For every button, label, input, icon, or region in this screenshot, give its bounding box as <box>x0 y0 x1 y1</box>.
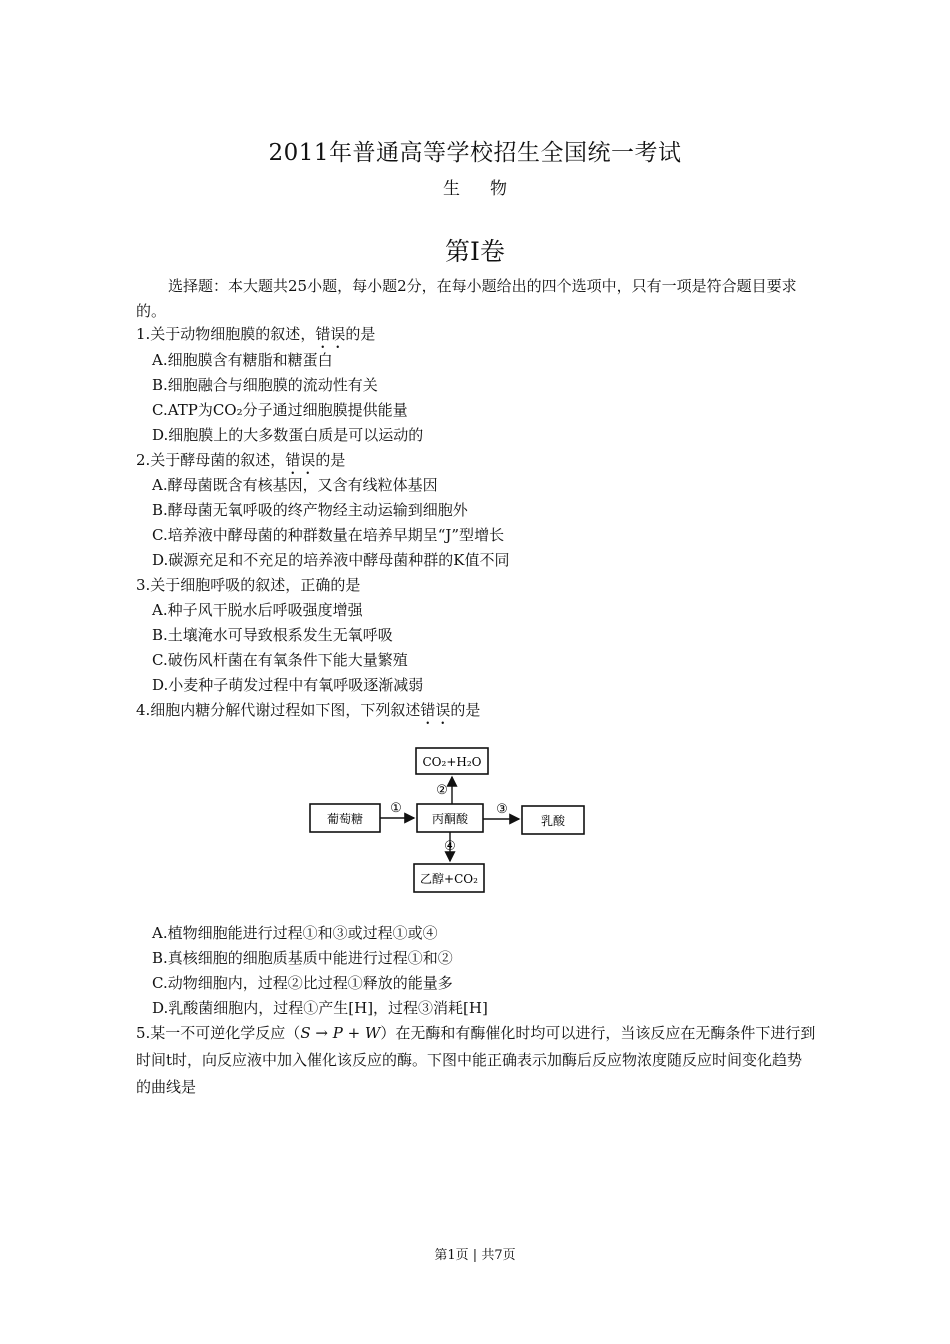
question-4-option-d: D.乳酸菌细胞内，过程①产生[H]，过程③消耗[H] <box>152 999 488 1017</box>
question-2-option-c: C.培养液中酵母菌的种群数量在培养早期呈“J”型增长 <box>152 526 505 544</box>
ethanol-label: 乙醇+CO₂ <box>420 872 478 886</box>
question-3-option-b: B.土壤淹水可导致根系发生无氧呼吸 <box>152 626 393 644</box>
question-1-option-d: D.细胞膜上的大多数蛋白质是可以运动的 <box>152 426 424 444</box>
metabolism-diagram <box>300 740 600 900</box>
page-footer: 第1页 | 共7页 <box>434 1248 516 1263</box>
glucose-label: 葡萄糖 <box>326 812 364 826</box>
exam-title: 2011年普通高等学校招生全国统一考试 <box>268 140 682 166</box>
question-4-option-c: C.动物细胞内，过程②比过程①释放的能量多 <box>152 974 453 992</box>
stem-text: 1.关于动物细胞膜的叙述， <box>136 325 316 343</box>
reaction-formula: S → P + W <box>300 1024 381 1042</box>
question-3-option-d: D.小麦种子萌发过程中有氧呼吸逐渐减弱 <box>152 676 424 694</box>
volume-heading: 第I卷 <box>445 237 505 266</box>
question-1-option-c: C.ATP为CO₂分子通过细胞膜提供能量 <box>152 401 408 419</box>
question-1-stem <box>136 323 375 352</box>
question-4-option-b: B.真核细胞的细胞质基质中能进行过程①和② <box>152 949 453 967</box>
stem-text: 4.细胞内糖分解代谢过程如下图，下列叙述 <box>136 701 421 719</box>
stem-text: 的是 <box>450 701 481 719</box>
question-2-option-d: D.碳源充足和不充足的培养液中酵母菌种群的K值不同 <box>152 551 510 569</box>
question-3-option-a: A.种子风干脱水后呼吸强度增强 <box>152 601 363 619</box>
stem-emphasis: 错误 <box>420 701 451 719</box>
step-3-label: ③ <box>496 802 508 817</box>
question-4-stem <box>136 699 480 728</box>
co2-h2o-label: CO₂+H₂O <box>422 755 482 769</box>
question-2-option-a: A.酵母菌既含有核基因，又含有线粒体基因 <box>152 476 438 494</box>
stem-text: 5.某一不可逆化学反应（ <box>136 1024 301 1042</box>
stem-text: 的是 <box>315 451 346 469</box>
stem-text: 的是 <box>345 325 376 343</box>
question-4-option-a: A.植物细胞能进行过程①和③或过程①或④ <box>152 924 438 942</box>
step-1-label: ① <box>390 801 402 816</box>
question-5-stem <box>136 1020 816 1101</box>
step-2-label: ② <box>436 783 448 798</box>
pyruvate-label: 丙酮酸 <box>431 812 469 826</box>
step-4-label: ④ <box>444 839 456 854</box>
question-2-option-b: B.酵母菌无氧呼吸的终产物经主动运输到细胞外 <box>152 501 468 519</box>
subject-label: 生物 <box>443 179 537 199</box>
question-1-option-a: A.细胞膜含有糖脂和糖蛋白 <box>152 351 333 369</box>
stem-emphasis: 错误 <box>285 451 316 469</box>
stem-text: ）在无酶和有酶催化时均可以进行，当该反应在无酶条件下进行到时间t时，向反应液中加入催化该反应的酶。下图中能正确表示加酶后反应物浓度随反应时间变化趋势的曲线是 <box>136 1024 816 1096</box>
stem-emphasis: 错误 <box>315 325 346 343</box>
lactate-label: 乳酸 <box>540 814 566 828</box>
question-3-option-c: C.破伤风杆菌在有氧条件下能大量繁殖 <box>152 651 408 669</box>
question-1-option-b: B.细胞融合与细胞膜的流动性有关 <box>152 376 378 394</box>
stem-text: 2.关于酵母菌的叙述， <box>136 451 286 469</box>
question-3-stem: 3.关于细胞呼吸的叙述，正确的是 <box>136 576 361 594</box>
instructions: 选择题：本大题共25小题，每小题2分，在每小题给出的四个选项中，只有一项是符合题目要求的。 <box>136 277 797 320</box>
